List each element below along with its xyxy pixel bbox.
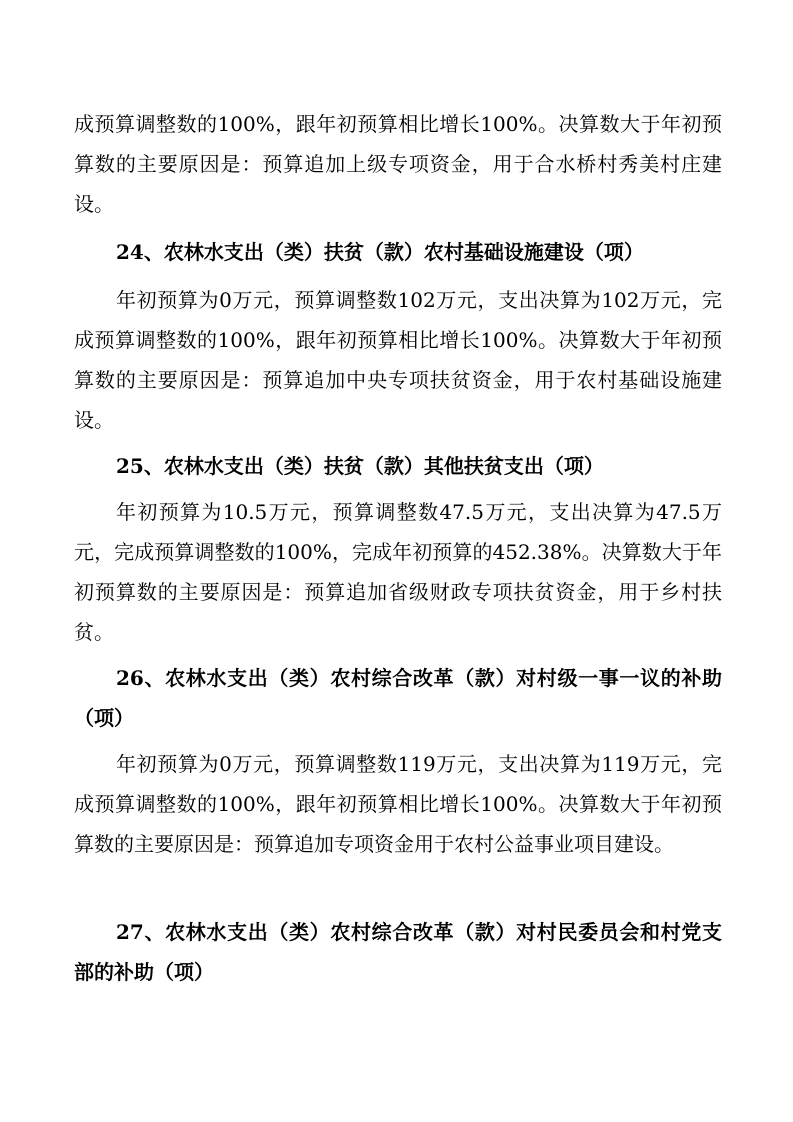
heading-item-24: 24、农林水支出（类）扶贫（款）农村基础设施建设（项） (116, 240, 644, 264)
heading-item-26: 26、农林水支出（类）农村综合改革（款）对村级一事一议的补助（项） (74, 666, 722, 730)
heading-item-25: 25、农林水支出（类）扶贫（款）其他扶贫支出（项） (116, 454, 604, 478)
paragraph-continued: 成预算调整数的100%，跟年初预算相比增长100%。决算数大于年初预算数的主要原因是：预算追加上级专项资金，用于合水桥村秀美村庄建设。 (74, 112, 722, 216)
heading-item-27: 27、农林水支出（类）农村综合改革（款）对村民委员会和村党支部的补助（项） (74, 920, 722, 984)
paragraph-item-24: 年初预算为0万元，预算调整数102万元，支出决算为102万元，完成预算调整数的100%，跟年初预算相比增长100%。决算数大于年初预算数的主要原因是：预算追加中央专项扶贫资金，用于农村基础设施建设。 (74, 288, 722, 432)
paragraph-item-25: 年初预算为10.5万元，预算调整数47.5万元，支出决算为47.5万元，完成预算调整数的100%，完成年初预算的452.38%。决算数大于年初预算数的主要原因是：预算追加省级财政专项扶贫资金，用于乡村扶贫。 (74, 500, 722, 644)
paragraph-item-26: 年初预算为0万元，预算调整数119万元，支出决算为119万元，完成预算调整数的100%，跟年初预算相比增长100%。决算数大于年初预算数的主要原因是：预算追加专项资金用于农村公益事业项目建设。 (74, 752, 722, 856)
